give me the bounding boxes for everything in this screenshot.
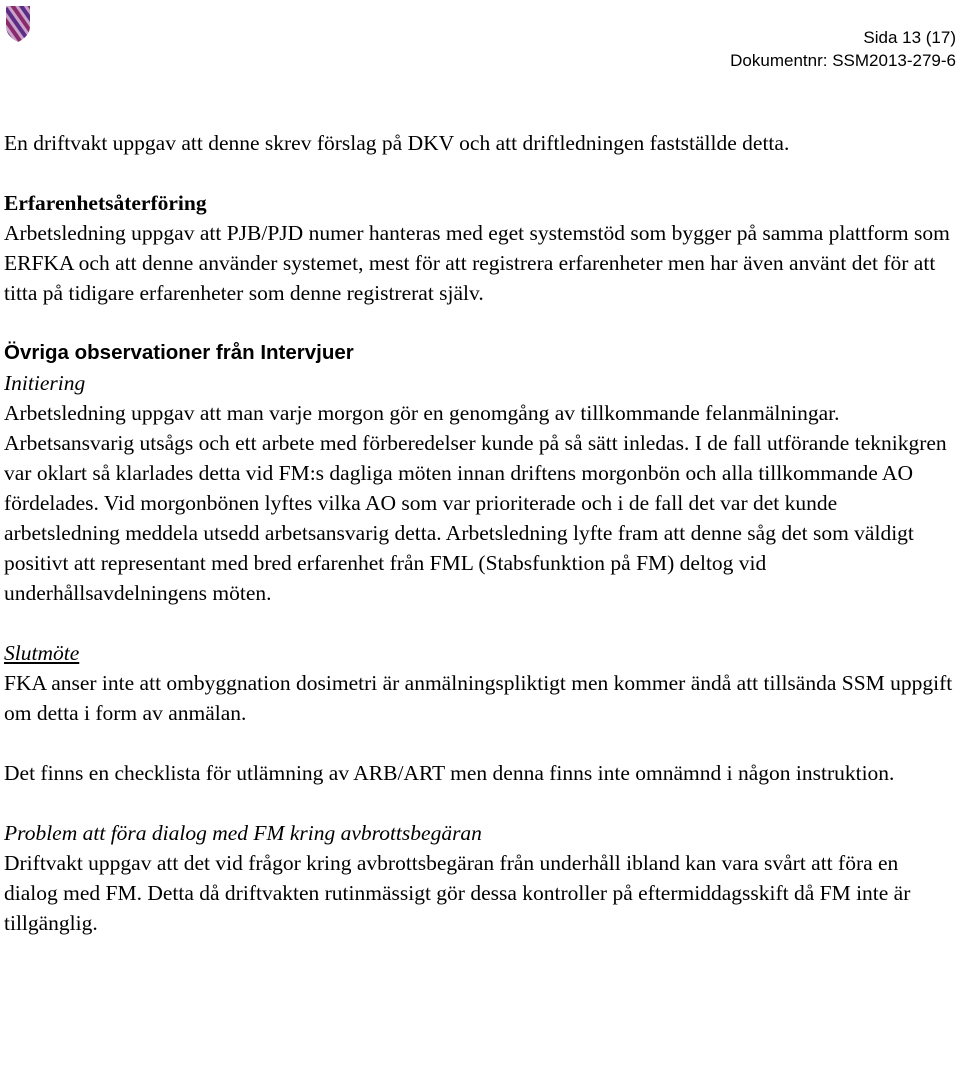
intro-paragraph: En driftvakt uppgav att denne skrev förslag på DKV och att driftledningen fastställde detta.	[4, 131, 790, 155]
section-heading-ovriga-observationer: Övriga observationer från Intervjuer	[4, 341, 354, 364]
subheading-problem-dialog: Problem att föra dialog med FM kring avbrottsbegäran	[4, 821, 482, 845]
striped-shield-icon	[4, 4, 32, 44]
subheading-initiering: Initiering	[4, 371, 86, 395]
page-number: Sida 13 (17)	[863, 28, 956, 47]
slutmote-paragraph-2: Det finns en checklista för utlämning av ARB/ART men denna finns inte omnämnd i någon instruktion.	[4, 761, 895, 785]
section1-paragraph: Arbetsledning uppgav att PJB/PJD numer hanteras med eget systemstöd som bygger på samma plattform som ERFKA och att denne använder systemet, mest för att registrera erfarenheter men har även använt det för att titta på tidigare erfarenheter som denne registrerat själv.	[4, 221, 950, 305]
initiering-paragraph: Arbetsledning uppgav att man varje morgon gör en genomgång av tillkommande felanmälningar. Arbetsansvarig utsågs och ett arbete med förberedelser kunde på så sätt inledas. I de fall utförande teknikgren var oklart så klarlades detta vid FM:s dagliga möten innan driftens morgonbön och alla tillkommande AO fördelades. Vid morgonbönen lyftes vilka AO som var prioriterade och i de fall det var det kunde arbetsledning meddela utsedd arbetsansvarig detta. Arbetsledning lyfte fram att denne såg det som väldigt positivt att representant med bred erfarenhet från FML (Stabsfunktion på FM) deltog vid underhållsavdelningens möten.	[4, 401, 947, 605]
logo	[4, 4, 32, 44]
slutmote-paragraph-1: FKA anser inte att ombyggnation dosimetri är anmälningspliktigt men kommer ändå att tillsända SSM uppgift om detta i form av anmälan.	[4, 671, 953, 725]
section-heading-erfarenhetsaterforing: Erfarenhetsåterföring	[4, 191, 207, 215]
subheading-slutmote: Slutmöte	[4, 641, 80, 665]
problem-dialog-paragraph: Driftvakt uppgav att det vid frågor kring avbrottsbegäran från underhåll ibland kan vara svårt att föra en dialog med FM. Detta då driftvakten rutinmässigt gör dessa kontroller på eftermiddagsskift då FM inte är tillgänglig.	[4, 851, 911, 935]
document-number: Dokumentnr: SSM2013-279-6	[730, 51, 956, 70]
document-body	[4, 128, 954, 938]
page-header	[730, 26, 956, 72]
